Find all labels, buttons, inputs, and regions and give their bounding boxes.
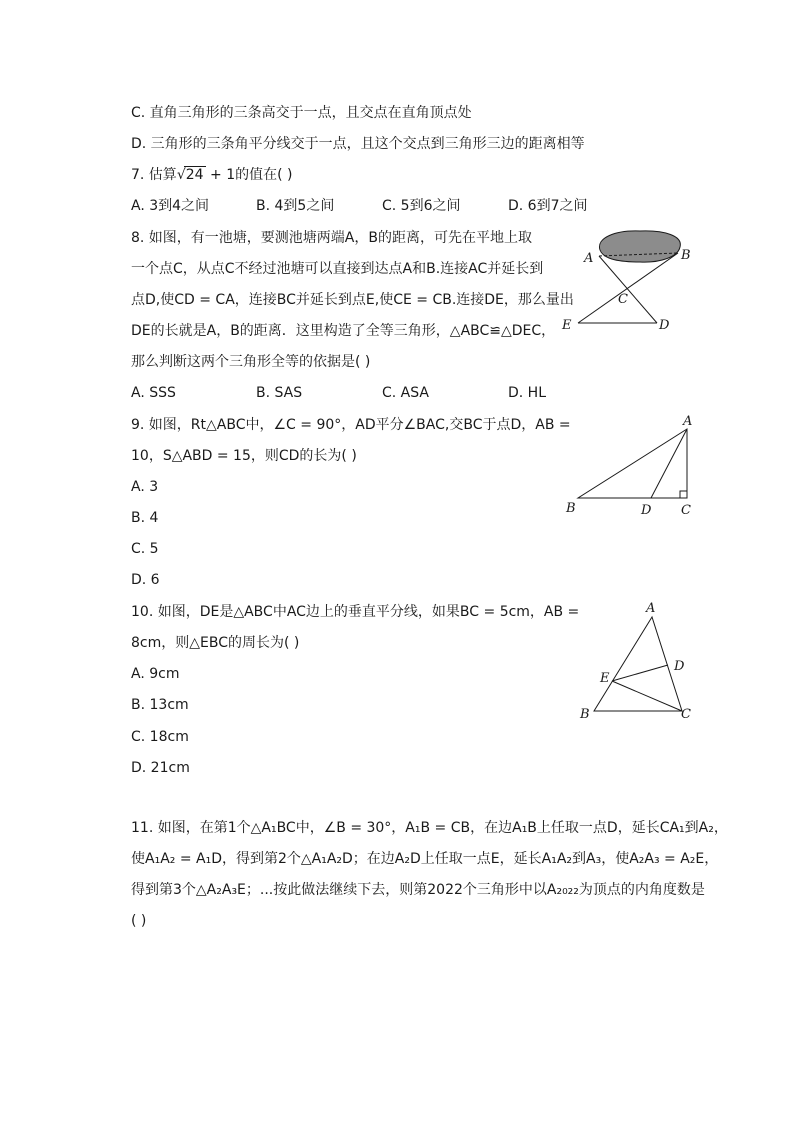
q7-stem: [131, 165, 292, 185]
label-d: D: [674, 659, 685, 674]
q10-option-d: D. 21cm: [131, 760, 190, 776]
q7-option-a: A. 3到4之间: [131, 198, 210, 214]
q8-option-b: B. SAS: [256, 385, 303, 401]
label-d: D: [659, 318, 670, 333]
triangle-abc: [578, 429, 687, 498]
segment-ac: [599, 256, 657, 323]
sqrt-sign: √: [176, 167, 186, 183]
q10-stem-line-2: 8cm，则△EBC的周长为( ): [131, 635, 300, 651]
q7-option-c: C. 5到6之间: [382, 198, 461, 214]
segment-ec: [612, 681, 682, 711]
label-d: D: [641, 503, 652, 518]
q6-option-c: C. 直角三角形的三条高交于一点，且交点在直角顶点处: [131, 105, 472, 121]
q11-answer-blank: ( ): [131, 913, 147, 929]
q10-triangle-figure: [570, 598, 700, 726]
label-b: B: [681, 248, 691, 263]
label-c: C: [681, 707, 691, 722]
triangle-abc: [594, 617, 682, 711]
q10-option-c: C. 18cm: [131, 729, 189, 745]
q8-stem-line-1: 8. 如图，有一池塘，要测池塘两端A，B的距离，可先在平地上取: [131, 230, 532, 246]
right-angle-mark: [680, 491, 687, 498]
q8-stem-line-4: DE的长就是A，B的距离．这里构造了全等三角形，△ABC≌△DEC，: [131, 323, 556, 339]
q11-stem-line-2: 使A₁A₂ = A₁D，得到第2个△A₁A₂D；在边A₂D上任取一点E，延长A₁A₂到A₃，使A₂A₃ = A₂E，: [131, 851, 719, 867]
q7-option-d: D. 6到7之间: [508, 198, 588, 214]
label-c: C: [618, 292, 628, 307]
label-c: C: [681, 503, 691, 518]
q8-stem-line-2: 一个点C，从点C不经过池塘可以直接到达点A和B.连接AC并延长到: [131, 261, 544, 277]
q9-option-b: B. 4: [131, 510, 159, 526]
label-a: A: [646, 601, 656, 616]
q10-option-a: A. 9cm: [131, 666, 180, 682]
q7-option-b: B. 4到5之间: [256, 198, 335, 214]
q10-stem-line-1: 10. 如图，DE是△ABC中AC边上的垂直平分线，如果BC = 5cm，AB =: [131, 604, 580, 620]
q8-option-c: C. ASA: [382, 385, 429, 401]
pond-shape: [599, 231, 680, 262]
q7-radicand: 24: [185, 167, 204, 183]
label-b: B: [580, 707, 590, 722]
q6-option-d: D. 三角形的三条角平分线交于一点，且这个交点到三角形三边的距离相等: [131, 136, 585, 152]
q9-stem-line-2: 10，S△ABD = 15，则CD的长为( ): [131, 448, 357, 464]
label-e: E: [562, 318, 572, 333]
q8-option-d: D. HL: [508, 385, 547, 401]
segment-ad: [651, 429, 687, 498]
q9-option-a: A. 3: [131, 479, 159, 495]
q8-stem-line-3: 点D,使CD = CA，连接BC并延长到点E,使CE = CB.连接DE，那么量出: [131, 292, 574, 308]
q11-stem-line-3: 得到第3个△A₂A₃E；...按此做法继续下去，则第2022个三角形中以A₂₀₂₂为顶点的内角度数是: [131, 882, 705, 898]
label-a: A: [683, 414, 693, 429]
label-e: E: [600, 671, 610, 686]
q10-option-b: B. 13cm: [131, 697, 189, 713]
q8-option-a: A. SSS: [131, 385, 176, 401]
q8-pond-figure: [555, 225, 705, 340]
q9-triangle-figure: [560, 410, 710, 520]
label-b: B: [566, 501, 576, 516]
q9-stem-line-1: 9. 如图，Rt△ABC中，∠C = 90°，AD平分∠BAC,交BC于点D，AB =: [131, 417, 571, 433]
q7-prefix: 7. 估算: [131, 167, 177, 183]
q8-stem-line-5: 那么判断这两个三角形全等的依据是( ): [131, 354, 371, 370]
q9-option-c: C. 5: [131, 541, 159, 557]
q11-stem-line-1: 11. 如图，在第1个△A₁BC中，∠B = 30°，A₁B = CB，在边A₁B上任取一点D，延长CA₁到A₂，: [131, 820, 728, 836]
label-a: A: [584, 251, 594, 266]
q9-option-d: D. 6: [131, 572, 160, 588]
q7-suffix: + 1的值在( ): [210, 167, 293, 183]
